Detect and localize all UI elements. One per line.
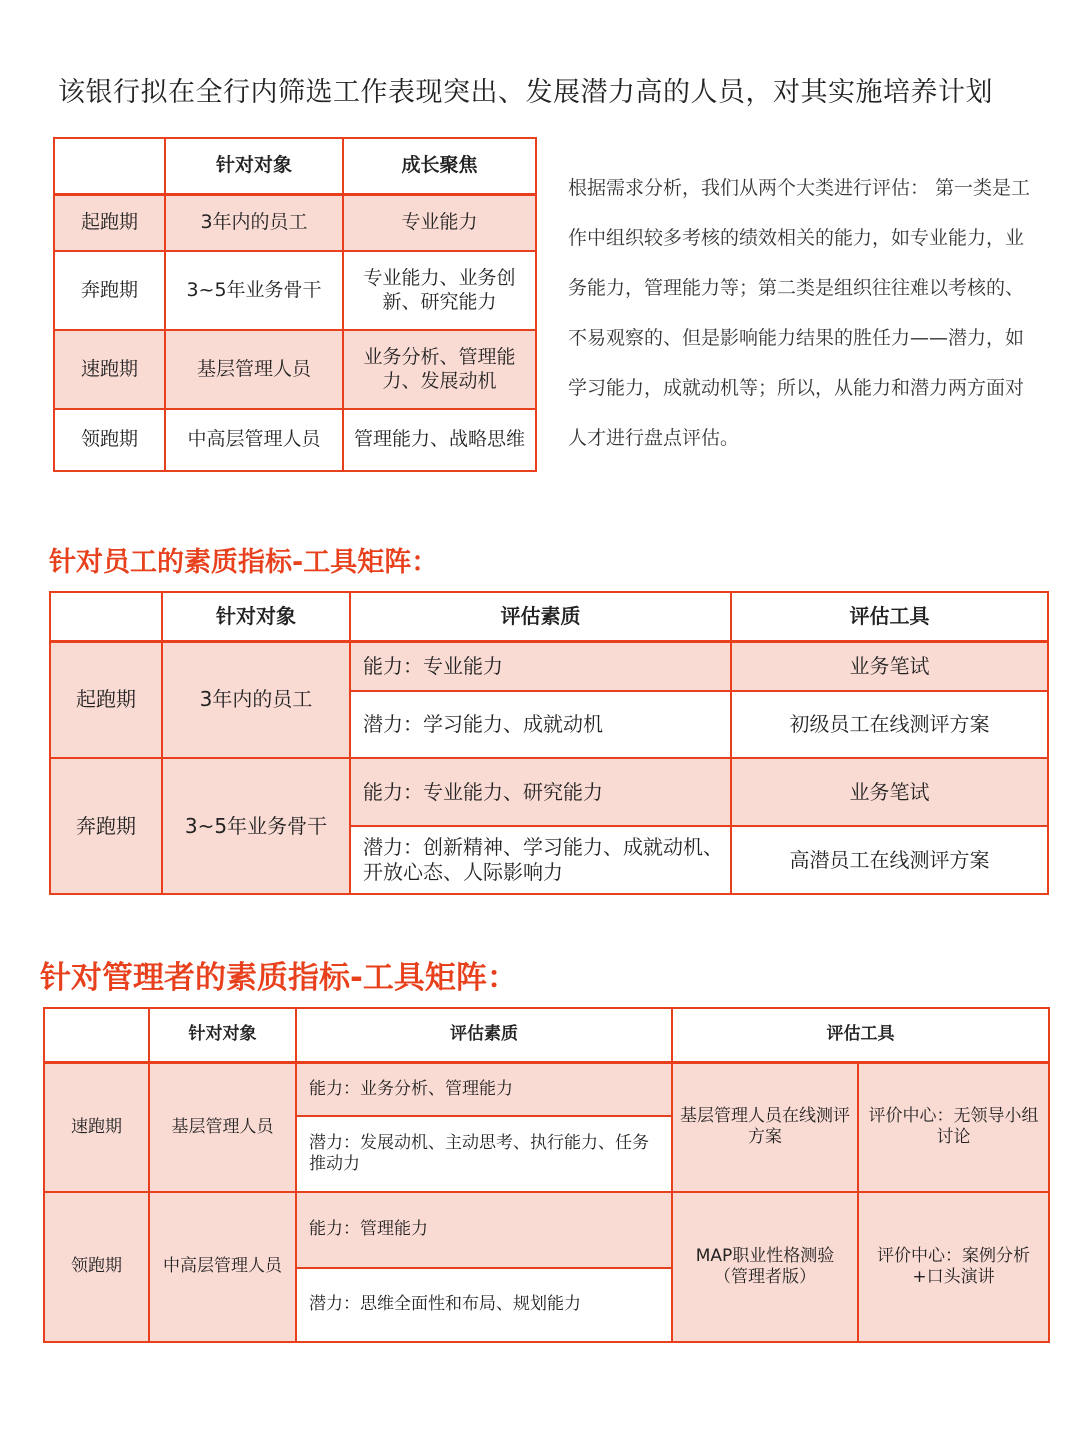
stage-cell: 速跑期 xyxy=(54,330,165,409)
table-header-row xyxy=(44,1008,1049,1062)
manager-matrix-title: 针对管理者的素质指标-工具矩阵： xyxy=(40,960,518,996)
header-cell-empty xyxy=(44,1008,149,1062)
tool-cell: 业务笔试 xyxy=(731,758,1048,826)
focus-cell: 专业能力 xyxy=(343,194,536,251)
header-cell-empty xyxy=(54,138,165,194)
stage-cell: 领跑期 xyxy=(54,409,165,471)
ability-cell: 能力：管理能力 xyxy=(296,1192,672,1268)
table-row xyxy=(54,330,536,409)
tool-cell: 基层管理人员在线测评方案 xyxy=(672,1062,858,1192)
potential-cell: 潜力：发展动机、主动思考、执行能力、任务推动力 xyxy=(296,1116,672,1192)
stage-cell: 起跑期 xyxy=(54,194,165,251)
header-cell-quality: 评估素质 xyxy=(350,592,731,641)
header-cell-empty xyxy=(50,592,162,641)
target-cell: 3~5年业务骨干 xyxy=(162,758,350,894)
target-cell: 基层管理人员 xyxy=(149,1062,296,1192)
growth-stage-table xyxy=(53,137,537,472)
stage-cell: 起跑期 xyxy=(50,641,162,758)
page-heading: 该银行拟在全行内筛选工作表现突出、发展潜力高的人员，对其实施培养计划 xyxy=(58,77,993,108)
header-cell-focus: 成长聚焦 xyxy=(343,138,536,194)
header-cell-tool: 评估工具 xyxy=(731,592,1048,641)
ability-cell: 能力：专业能力、研究能力 xyxy=(350,758,731,826)
tool-cell: 高潜员工在线测评方案 xyxy=(731,826,1048,894)
employee-matrix-table xyxy=(49,591,1049,895)
potential-cell: 潜力：创新精神、学习能力、成就动机、开放心态、人际影响力 xyxy=(350,826,731,894)
header-cell-target: 针对对象 xyxy=(165,138,343,194)
tool-cell: 初级员工在线测评方案 xyxy=(731,691,1048,758)
employee-matrix-title: 针对员工的素质指标-工具矩阵： xyxy=(49,547,439,578)
potential-cell: 潜力：学习能力、成就动机 xyxy=(350,691,731,758)
header-cell-target: 针对对象 xyxy=(162,592,350,641)
table-row xyxy=(54,409,536,471)
target-cell: 中高层管理人员 xyxy=(165,409,343,471)
analysis-paragraph: 根据需求分析，我们从两个大类进行评估： 第一类是工作中组织较多考核的绩效相关的能力，如专业能力，业务能力，管理能力等；第二类是组织往往难以考核的、不易观察的、但是影响能力结果的胜任力——潜力，如学习能力，成就动机等；所以，从能力和潜力两方面对人才进行盘点评估。 xyxy=(568,177,1031,449)
tool-cell: 业务笔试 xyxy=(731,641,1048,691)
manager-matrix-table xyxy=(43,1007,1050,1343)
ability-cell: 能力：专业能力 xyxy=(350,641,731,691)
tool-cell: MAP职业性格测验（管理者版） xyxy=(672,1192,858,1342)
target-cell: 3~5年业务骨干 xyxy=(165,251,343,330)
tool-cell: 评价中心：无领导小组讨论 xyxy=(858,1062,1049,1192)
target-cell: 基层管理人员 xyxy=(165,330,343,409)
potential-cell: 潜力：思维全面性和布局、规划能力 xyxy=(296,1268,672,1342)
target-cell: 3年内的员工 xyxy=(162,641,350,758)
table-row xyxy=(44,1192,1049,1268)
focus-cell: 管理能力、战略思维 xyxy=(343,409,536,471)
stage-cell: 奔跑期 xyxy=(54,251,165,330)
target-cell: 3年内的员工 xyxy=(165,194,343,251)
table-row xyxy=(50,758,1048,826)
stage-cell: 领跑期 xyxy=(44,1192,149,1342)
stage-cell: 速跑期 xyxy=(44,1062,149,1192)
table-row xyxy=(50,641,1048,691)
table-row xyxy=(54,194,536,251)
stage-cell: 奔跑期 xyxy=(50,758,162,894)
focus-cell: 专业能力、业务创新、研究能力 xyxy=(343,251,536,330)
table-row xyxy=(54,251,536,330)
header-cell-tool: 评估工具 xyxy=(672,1008,1049,1062)
table-header-row xyxy=(50,592,1048,641)
table-row xyxy=(44,1062,1049,1116)
header-cell-target: 针对对象 xyxy=(149,1008,296,1062)
header-cell-quality: 评估素质 xyxy=(296,1008,672,1062)
focus-cell: 业务分析、管理能力、发展动机 xyxy=(343,330,536,409)
ability-cell: 能力：业务分析、管理能力 xyxy=(296,1062,672,1116)
tool-cell: 评价中心：案例分析+口头演讲 xyxy=(858,1192,1049,1342)
table-header-row xyxy=(54,138,536,194)
target-cell: 中高层管理人员 xyxy=(149,1192,296,1342)
